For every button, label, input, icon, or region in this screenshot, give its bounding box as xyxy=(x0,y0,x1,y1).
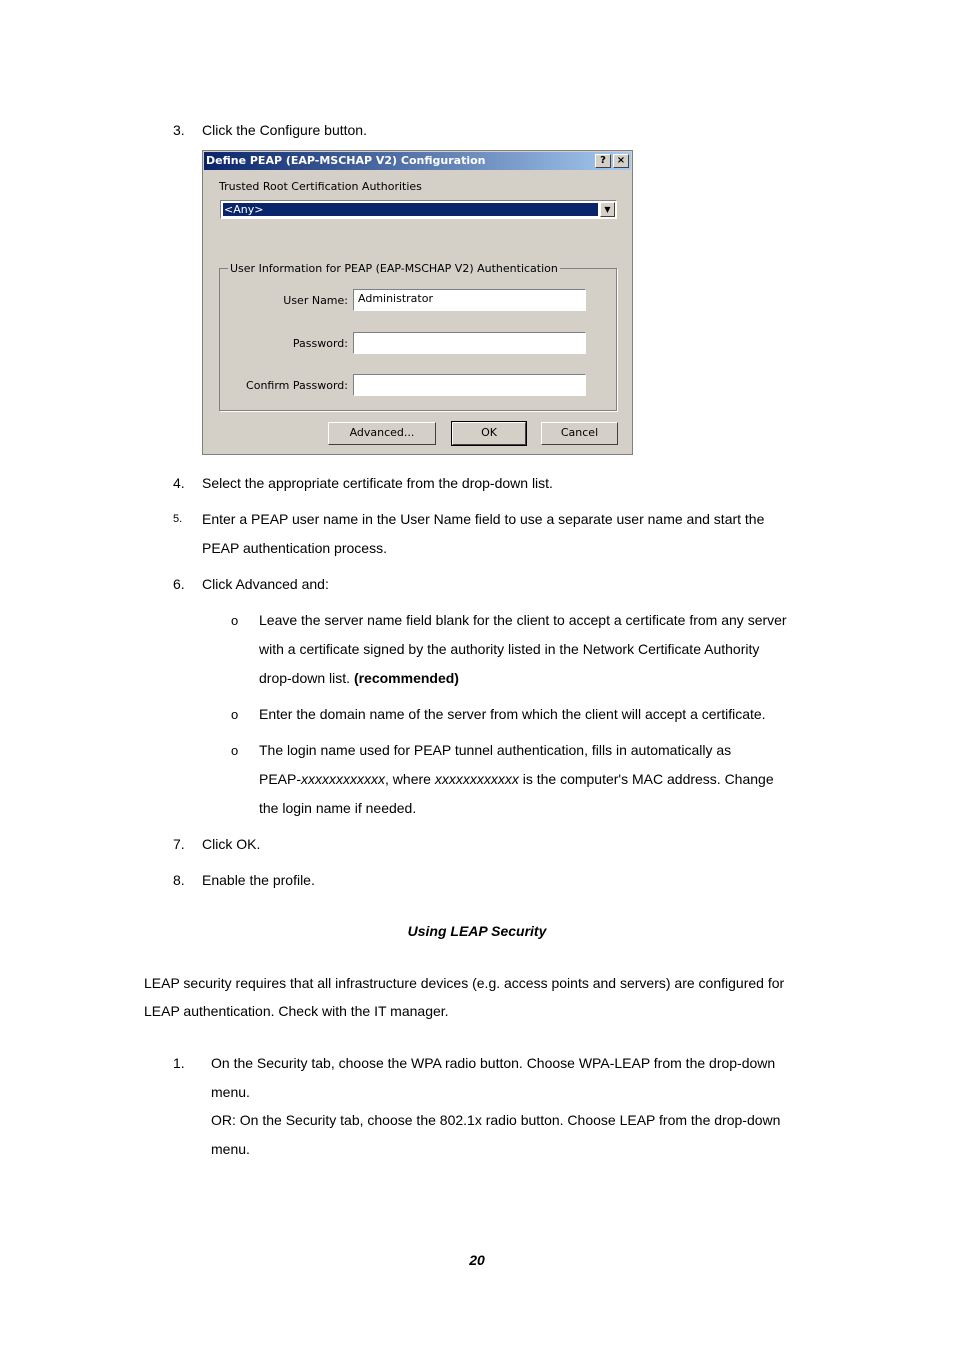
trusted-root-label: Trusted Root Certification Authorities xyxy=(219,180,422,193)
step-number: 3. xyxy=(173,122,185,138)
step-text-line: Enter a PEAP user name in the User Name field to use a separate user name and start the xyxy=(202,511,765,527)
peap-configuration-dialog xyxy=(202,150,633,455)
step-number: 8. xyxy=(173,872,185,888)
bullet-text-line: Leave the server name field blank for the client to accept a certificate from any server xyxy=(259,612,787,628)
step-number: 4. xyxy=(173,475,185,491)
step-text-line: menu. xyxy=(211,1141,250,1157)
step-text: Select the appropriate certificate from the drop-down list. xyxy=(202,475,553,491)
help-button[interactable]: ? xyxy=(595,154,611,168)
step-text: Click OK. xyxy=(202,836,261,852)
bullet-marker: o xyxy=(231,613,239,628)
step-text-line: menu. xyxy=(211,1084,250,1100)
peap-prefix: PEAP- xyxy=(259,771,302,787)
step-text: Click Advanced and: xyxy=(202,576,329,592)
bullet-text-plain: is the computer's MAC address. Change xyxy=(518,771,774,787)
recommended-label: (recommended) xyxy=(353,670,459,686)
step-text: Enable the profile. xyxy=(202,872,315,888)
page-number: 20 xyxy=(469,1252,485,1268)
close-button[interactable]: × xyxy=(613,154,629,168)
confirm-password-field[interactable] xyxy=(353,374,586,396)
mac-placeholder: xxxxxxxxxxxx xyxy=(301,771,386,787)
paragraph-line: LEAP security requires that all infrastructure devices (e.g. access points and servers) are configured for xyxy=(144,975,785,991)
step-number: 1. xyxy=(173,1055,185,1071)
cancel-button[interactable]: Cancel xyxy=(541,422,618,445)
bullet-text-line: The login name used for PEAP tunnel authentication, fills in automatically as xyxy=(259,742,732,758)
step-text-line: OR: On the Security tab, choose the 802.1x radio button. Choose LEAP from the drop-down xyxy=(211,1112,781,1128)
section-heading: Using LEAP Security xyxy=(407,923,547,939)
password-label: Password: xyxy=(292,337,348,350)
dropdown-arrow-icon[interactable]: ▼ xyxy=(600,202,615,217)
mac-placeholder: xxxxxxxxxxxx xyxy=(434,771,519,787)
step-number: 6. xyxy=(173,576,185,592)
step-number: 7. xyxy=(173,836,185,852)
step-text-line: PEAP authentication process. xyxy=(202,540,387,556)
paragraph-line: LEAP authentication. Check with the IT manager. xyxy=(144,1003,449,1019)
dialog-title-bar xyxy=(204,152,631,170)
bullet-text-line: the login name if needed. xyxy=(259,800,417,816)
step-number: 5. xyxy=(173,513,183,525)
bullet-marker: o xyxy=(231,743,239,758)
password-field[interactable] xyxy=(353,332,586,354)
group-label: User Information for PEAP (EAP-MSCHAP V2) Authentication xyxy=(230,262,558,275)
user-information-group xyxy=(219,262,617,411)
advanced-button[interactable]: Advanced... xyxy=(328,422,436,445)
bullet-marker: o xyxy=(231,707,239,722)
bullet-text: Enter the domain name of the server from which the client will accept a certificate. xyxy=(259,706,766,722)
bullet-text-line xyxy=(259,771,774,787)
bullet-text-line xyxy=(259,670,459,686)
bullet-text-plain: , where xyxy=(385,771,435,787)
step-text: Click the Configure button. xyxy=(202,122,367,138)
trusted-root-dropdown[interactable] xyxy=(220,200,617,219)
step-text-line: On the Security tab, choose the WPA radio button. Choose WPA-LEAP from the drop-down xyxy=(211,1055,776,1071)
confirm-password-label: Confirm Password: xyxy=(246,379,348,392)
dialog-title: Define PEAP (EAP-MSCHAP V2) Configuration xyxy=(206,154,486,167)
trusted-root-selected-value: <Any> xyxy=(223,203,598,216)
username-field[interactable]: Administrator xyxy=(353,289,586,311)
username-label: User Name: xyxy=(283,294,348,307)
bullet-text-plain: drop-down list. xyxy=(259,670,354,686)
bullet-text-line: with a certificate signed by the authority listed in the Network Certificate Authority xyxy=(259,641,760,657)
ok-button[interactable]: OK xyxy=(452,422,526,445)
